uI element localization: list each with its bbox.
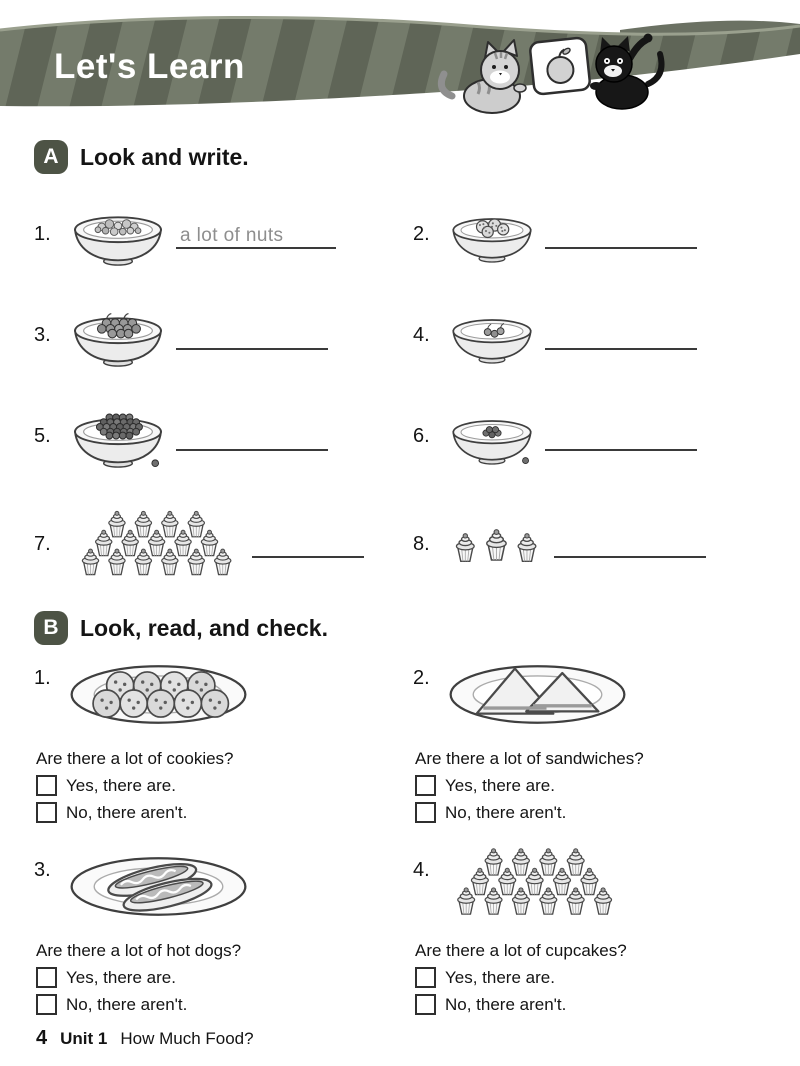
page-number: 4 [36,1027,48,1049]
option-label: No, there aren't. [66,802,188,822]
checkbox-no[interactable] [36,802,57,823]
exercise-a-item-5 [34,386,387,487]
answer-blank[interactable] [545,322,697,350]
exercise-a-item-8 [413,487,766,601]
unit-label: Unit 1 [60,1029,108,1048]
answer-blank[interactable] [545,423,697,451]
exercise-b-item-4 [413,847,766,1015]
exercise-a-item-7 [34,487,387,601]
page-footer [36,1027,254,1050]
checkbox-yes[interactable] [36,775,57,796]
section-a-badge: A [34,140,68,174]
section-b-badge: B [34,611,68,645]
answer-blank[interactable] [176,221,336,249]
answer-blank[interactable] [252,530,364,558]
option-no [36,802,387,823]
answer-blank[interactable] [176,423,328,451]
checkbox-no[interactable] [415,994,436,1015]
item-number: 2. [413,223,430,245]
bowl-with-a-few-cherries-image [449,307,535,364]
item-number: 6. [413,425,430,447]
plate-of-sandwiches-image [445,655,630,739]
answer-blank[interactable] [545,221,697,249]
section-b [34,611,766,1015]
exercise-b-item-2 [413,655,766,823]
bowl-with-a-few-berries-image [449,408,535,465]
exercise-a-item-2 [413,184,766,285]
item-number: 1. [34,667,51,689]
option-no [415,802,766,823]
item-number: 1. [34,223,51,245]
apple-card-illustration [529,37,590,95]
option-label: Yes, there are. [445,775,555,795]
exercise-a-item-3 [34,285,387,386]
option-label: Yes, there are. [445,967,555,987]
checkbox-yes[interactable] [36,967,57,988]
a-lot-of-cupcakes-image [70,510,242,578]
bowl-of-cookies-image [449,206,535,263]
item-number: 7. [34,532,51,555]
unit-title: How Much Food? [120,1029,254,1048]
exercise-a-item-1 [34,184,387,285]
option-yes [36,967,387,988]
header-banner [0,0,800,128]
option-label: Yes, there are. [66,967,176,987]
a-few-cupcakes-image [449,526,544,563]
exercise-b-item-3 [34,847,387,1015]
checkbox-no[interactable] [415,802,436,823]
checkbox-no[interactable] [36,994,57,1015]
option-label: No, there aren't. [66,994,188,1014]
option-yes [36,775,387,796]
question-text: Are there a lot of cupcakes? [415,941,627,960]
answer-blank[interactable] [176,322,328,350]
plate-of-cookies-image [66,655,251,739]
bowl-of-nuts-image [70,203,166,266]
question-text: Are there a lot of hot dogs? [36,941,242,960]
bowl-of-berries-image [70,405,166,468]
option-yes [415,775,766,796]
exercise-b-item-1 [34,655,387,823]
option-yes [415,967,766,988]
question-text: Are there a lot of cookies? [36,749,234,768]
option-no [36,994,387,1015]
item-number: 4. [413,324,430,346]
item-number: 2. [413,667,430,689]
item-number: 3. [34,859,51,881]
section-a-title: Look and write. [80,143,249,170]
option-no [415,994,766,1015]
item-number: 4. [413,859,430,881]
exercise-a-grid [34,184,766,601]
exercise-a-item-4 [413,285,766,386]
option-label: No, there aren't. [445,802,567,822]
answer-blank[interactable] [554,530,706,558]
question-text: Are there a lot of sandwiches? [415,749,644,768]
checkbox-yes[interactable] [415,775,436,796]
bowl-of-cherries-image [70,304,166,367]
item-number: 8. [413,532,430,555]
plate-of-hot-dogs-image [66,847,251,931]
checkbox-yes[interactable] [415,967,436,988]
item-number: 5. [34,425,51,447]
answer-text: a lot of nuts [180,224,284,246]
exercise-a-item-6 [413,386,766,487]
section-b-title: Look, read, and check. [80,614,328,641]
item-number: 3. [34,324,51,346]
a-lot-of-cupcakes-image [445,847,623,923]
option-label: No, there aren't. [445,994,567,1014]
exercise-b-grid [34,655,766,1015]
page-title: Let's Learn [54,47,245,86]
option-label: Yes, there are. [66,775,176,795]
section-a [34,140,766,601]
